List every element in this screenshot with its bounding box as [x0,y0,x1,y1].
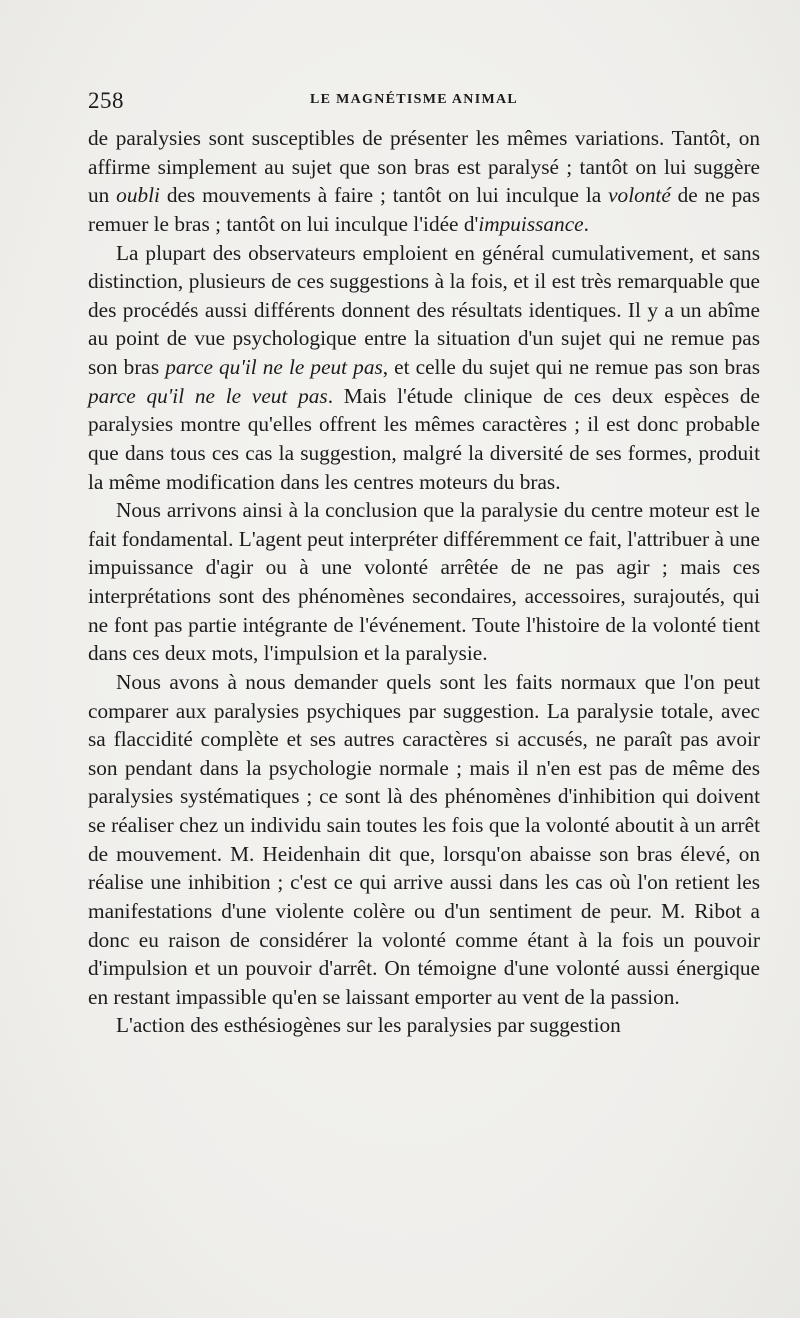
italic-segment: parce qu'il ne le peut pas [165,355,383,379]
text-segment: de paralysies sont susceptibles de présenter les mêmes variations. Tantôt, on affirme simplement au sujet que son bras est paralysé ; tantôt on lui suggère un [88,126,760,208]
text-segment: La plupart des observateurs emploient en général cumulativement, et sans distinction, plusieurs de ces suggestions à la fois, et il est très remarquable que des procédés aussi différents donnent des résultats identiques. Il y a un abîme au point de vue psychologique entre la situation d'un sujet qui ne remue pas son bras [88,240,760,379]
italic-segment: parce qu'il ne le veut pas [88,383,328,408]
text-segment: Nous arrivons ainsi à la conclusion que la paralysie du centre moteur est le fait fondamental. L'agent peut interpréter différemment ce fait, l'attribuer à une impuissance d'agir ou à une volonté arrêtée de ne pas agir ; mais ces interprétations sont des phénomènes secondaires, accessoires, surajoutés, qui ne font pas partie intégrante de l'événement. Toute l'histoire de la volonté tient dans ces deux mots, l'impulsion et la paralysie. [88,498,760,666]
italic-segment: impuissance [478,211,584,236]
text-segment: des mouvements à faire ; tantôt on lui inculque la [159,183,609,208]
text-segment: , et celle du sujet qui ne remue pas son bras [382,355,760,379]
body-text [88,124,760,1040]
italic-segment: volonté [608,183,671,208]
paragraph-5 [88,1011,760,1040]
page-header [88,88,760,122]
text-segment: . Mais l'étude clinique de ces deux espèces de paralysies montre qu'elles offrent les mêmes caractères ; il est donc probable que dans tous ces cas la suggestion, malgré la diversité de ses formes, produit la même modification dans les centres moteurs du bras. [88,383,760,494]
text-segment: . [583,211,589,236]
text-segment: Nous avons à nous demander quels sont les faits normaux que l'on peut comparer aux paralysies psychiques par suggestion. La paralysie totale, avec sa flaccidité complète et ses autres caractères si accusés, ne paraît pas avoir son pendant dans la psychologie normale ; mais il n'en est pas de même des paralysies systématiques ; ce sont là des phénomènes d'inhibition qui doivent se réaliser chez un individu sain toutes les fois que la volonté aboutit à un arrêt de mouvement. M. Heidenhain dit que, lorsqu'on abaisse son bras élevé, on réalise une inhibition ; c'est ce qui arrive aussi dans les cas où l'on retient les manifestations d'une violente colère ou d'un sentiment de peur. M. Ribot a donc eu raison de considérer la volonté comme étant à la fois un pouvoir d'impulsion et un pouvoir d'arrêt. On témoigne d'une volonté aussi énergique en restant impassible qu'en se laissant emporter au vent de la passion. [88,669,760,1009]
text-segment: L'action des esthésiogènes sur les paralysies par suggestion [116,1013,621,1038]
text-segment: de ne pas remuer le bras ; tantôt on lui inculque l'idée d' [88,183,760,236]
running-title: LE MAGNÉTISME ANIMAL [310,92,519,107]
page-number: 258 [88,88,124,113]
paragraph-2 [88,239,760,497]
italic-segment: oubli [116,183,160,208]
paragraph-1 [88,124,760,239]
paragraph-3 [88,496,760,668]
paragraph-4 [88,668,760,1012]
